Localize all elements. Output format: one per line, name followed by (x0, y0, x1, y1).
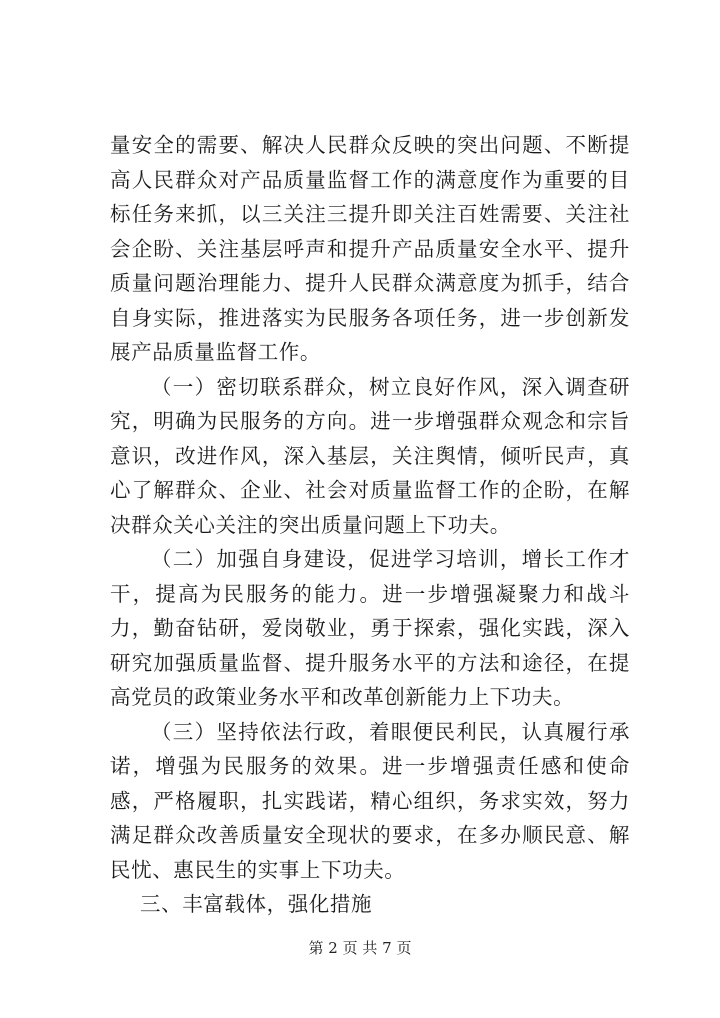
page-number-footer: 第 2 页 共 7 页 (308, 939, 412, 957)
paragraph-item-3: （三）坚持依法行政，着眼便民利民，认真履行承诺，增强为民服务的效果。进一步增强责任感和使命感，严格履职，扎实践诺，精心组织，务求实效，努力满足群众改善质量安全现状的要求，在多办顺民意、解民忧、惠民生的实事上下功夫。 (110, 719, 630, 882)
paragraph-item-1: （一）密切联系群众，树立良好作风，深入调查研究，明确为民服务的方向。进一步增强群众观念和宗旨意识，改进作风，深入基层，关注舆情，倾听民声，真心了解群众、企业、社会对质量监督工作的企盼，在解决群众关心关注的突出质量问题上下功夫。 (110, 374, 630, 537)
section-heading: 三、丰富载体，强化措施 (140, 892, 373, 916)
paragraph-continuation: 量安全的需要、解决人民群众反映的突出问题、不断提高人民群众对产品质量监督工作的满意度作为重要的目标任务来抓，以三关注三提升即关注百姓需要、关注社会企盼、关注基层呼声和提升产品质量安全水平、提升质量问题治理能力、提升人民群众满意度为抓手，结合自身实际，推进落实为民服务各项任务，进一步创新发展产品质量监督工作。 (110, 133, 630, 364)
paragraph-item-2: （二）加强自身建设，促进学习培训，增长工作才干，提高为民服务的能力。进一步增强凝聚力和战斗力，勤奋钻研，爱岗敬业，勇于探索，强化实践，深入研究加强质量监督、提升服务水平的方法和途径，在提高党员的政策业务水平和改革创新能力上下功夫。 (110, 547, 630, 709)
document-body (110, 128, 630, 922)
